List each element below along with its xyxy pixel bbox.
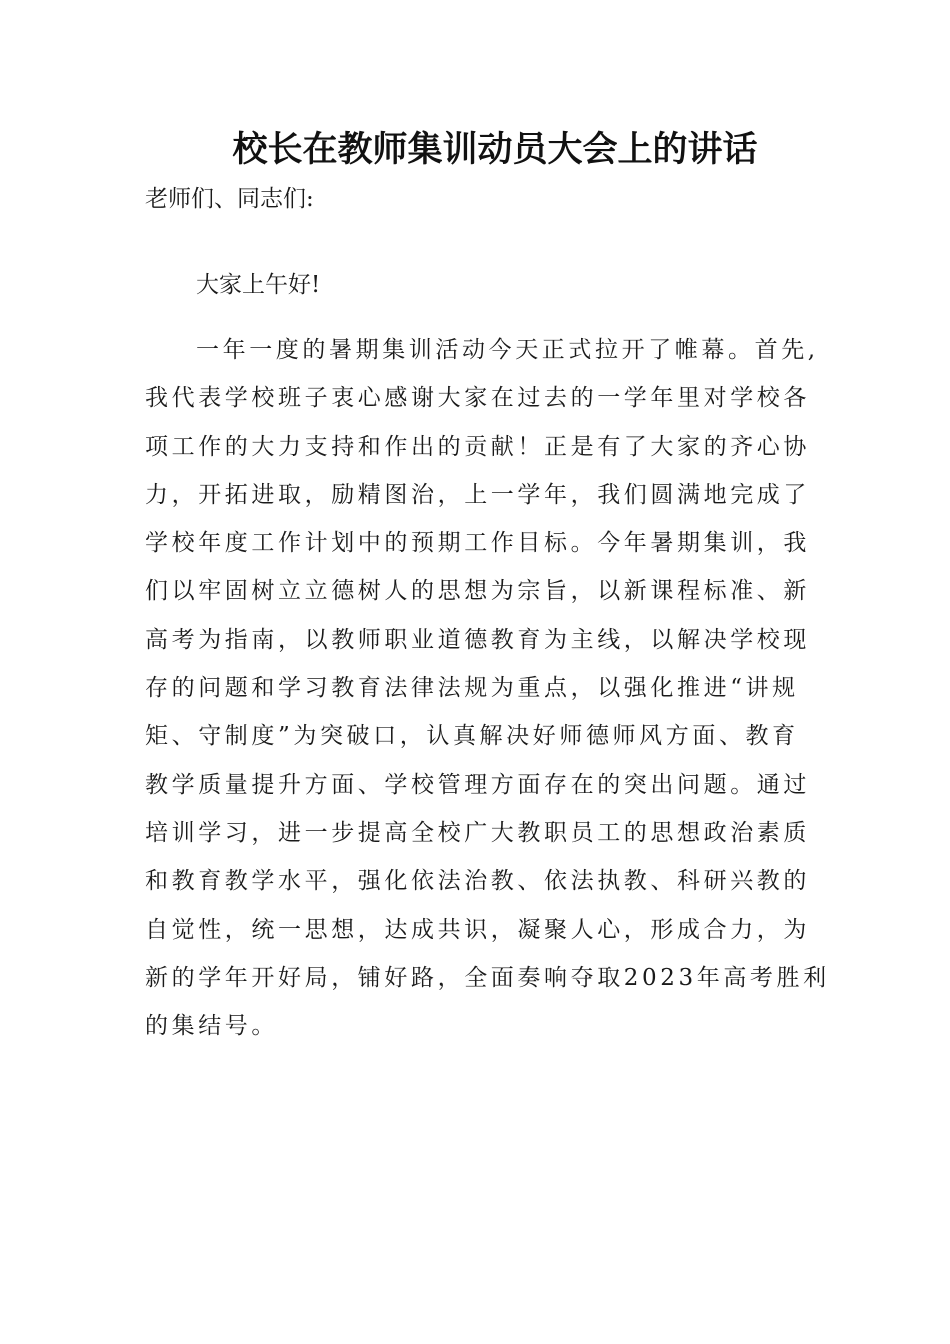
paragraph-line: 培训学习，进一步提高全校广大教职员工的思想政治素质 <box>145 819 810 846</box>
paragraph-line: 自觉性，统一思想，达成共识，凝聚人心，形成合力，为 <box>145 916 810 943</box>
paragraph-line: 高考为指南，以教师职业道德教育为主线，以解决学校现 <box>145 626 810 653</box>
paragraph-line: 存的问题和学习教育法律法规为重点，以强化推进“讲规 <box>145 675 799 702</box>
paragraph-line: 们以牢固树立立德树人的思想为宗旨，以新课程标准、新 <box>145 578 810 605</box>
paragraph-line: 的集结号。 <box>145 1013 278 1040</box>
paragraph-line: 矩、守制度”为突破口，认真解决好师德师风方面、教育 <box>145 723 799 750</box>
paragraph-line: 一年一度的暑期集训活动今天正式拉开了帷幕。首先, <box>196 337 819 363</box>
paragraph-line: 新的学年开好局，铺好路，全面奏响夺取2023年高考胜利 <box>145 964 830 991</box>
greeting: 大家上午好! <box>196 272 321 298</box>
paragraph-line: 和教育教学水平，强化依法治教、依法执教、科研兴教的 <box>145 868 810 895</box>
salutation: 老师们、同志们: <box>145 186 314 212</box>
paragraph-line: 我代表学校班子衷心感谢大家在过去的一学年里对学校各 <box>145 385 810 412</box>
paragraph-line: 项工作的大力支持和作出的贡献！正是有了大家的齐心协 <box>145 433 810 460</box>
paragraph-line: 教学质量提升方面、学校管理方面存在的突出问题。通过 <box>145 771 810 798</box>
body-paragraph <box>145 326 835 1050</box>
paragraph-line: 力，开拓进取，励精图治，上一学年，我们圆满地完成了 <box>145 481 810 508</box>
paragraph-line: 学校年度工作计划中的预期工作目标。今年暑期集训，我 <box>145 530 810 557</box>
document-title: 校长在教师集训动员大会上的讲话 <box>232 129 758 170</box>
